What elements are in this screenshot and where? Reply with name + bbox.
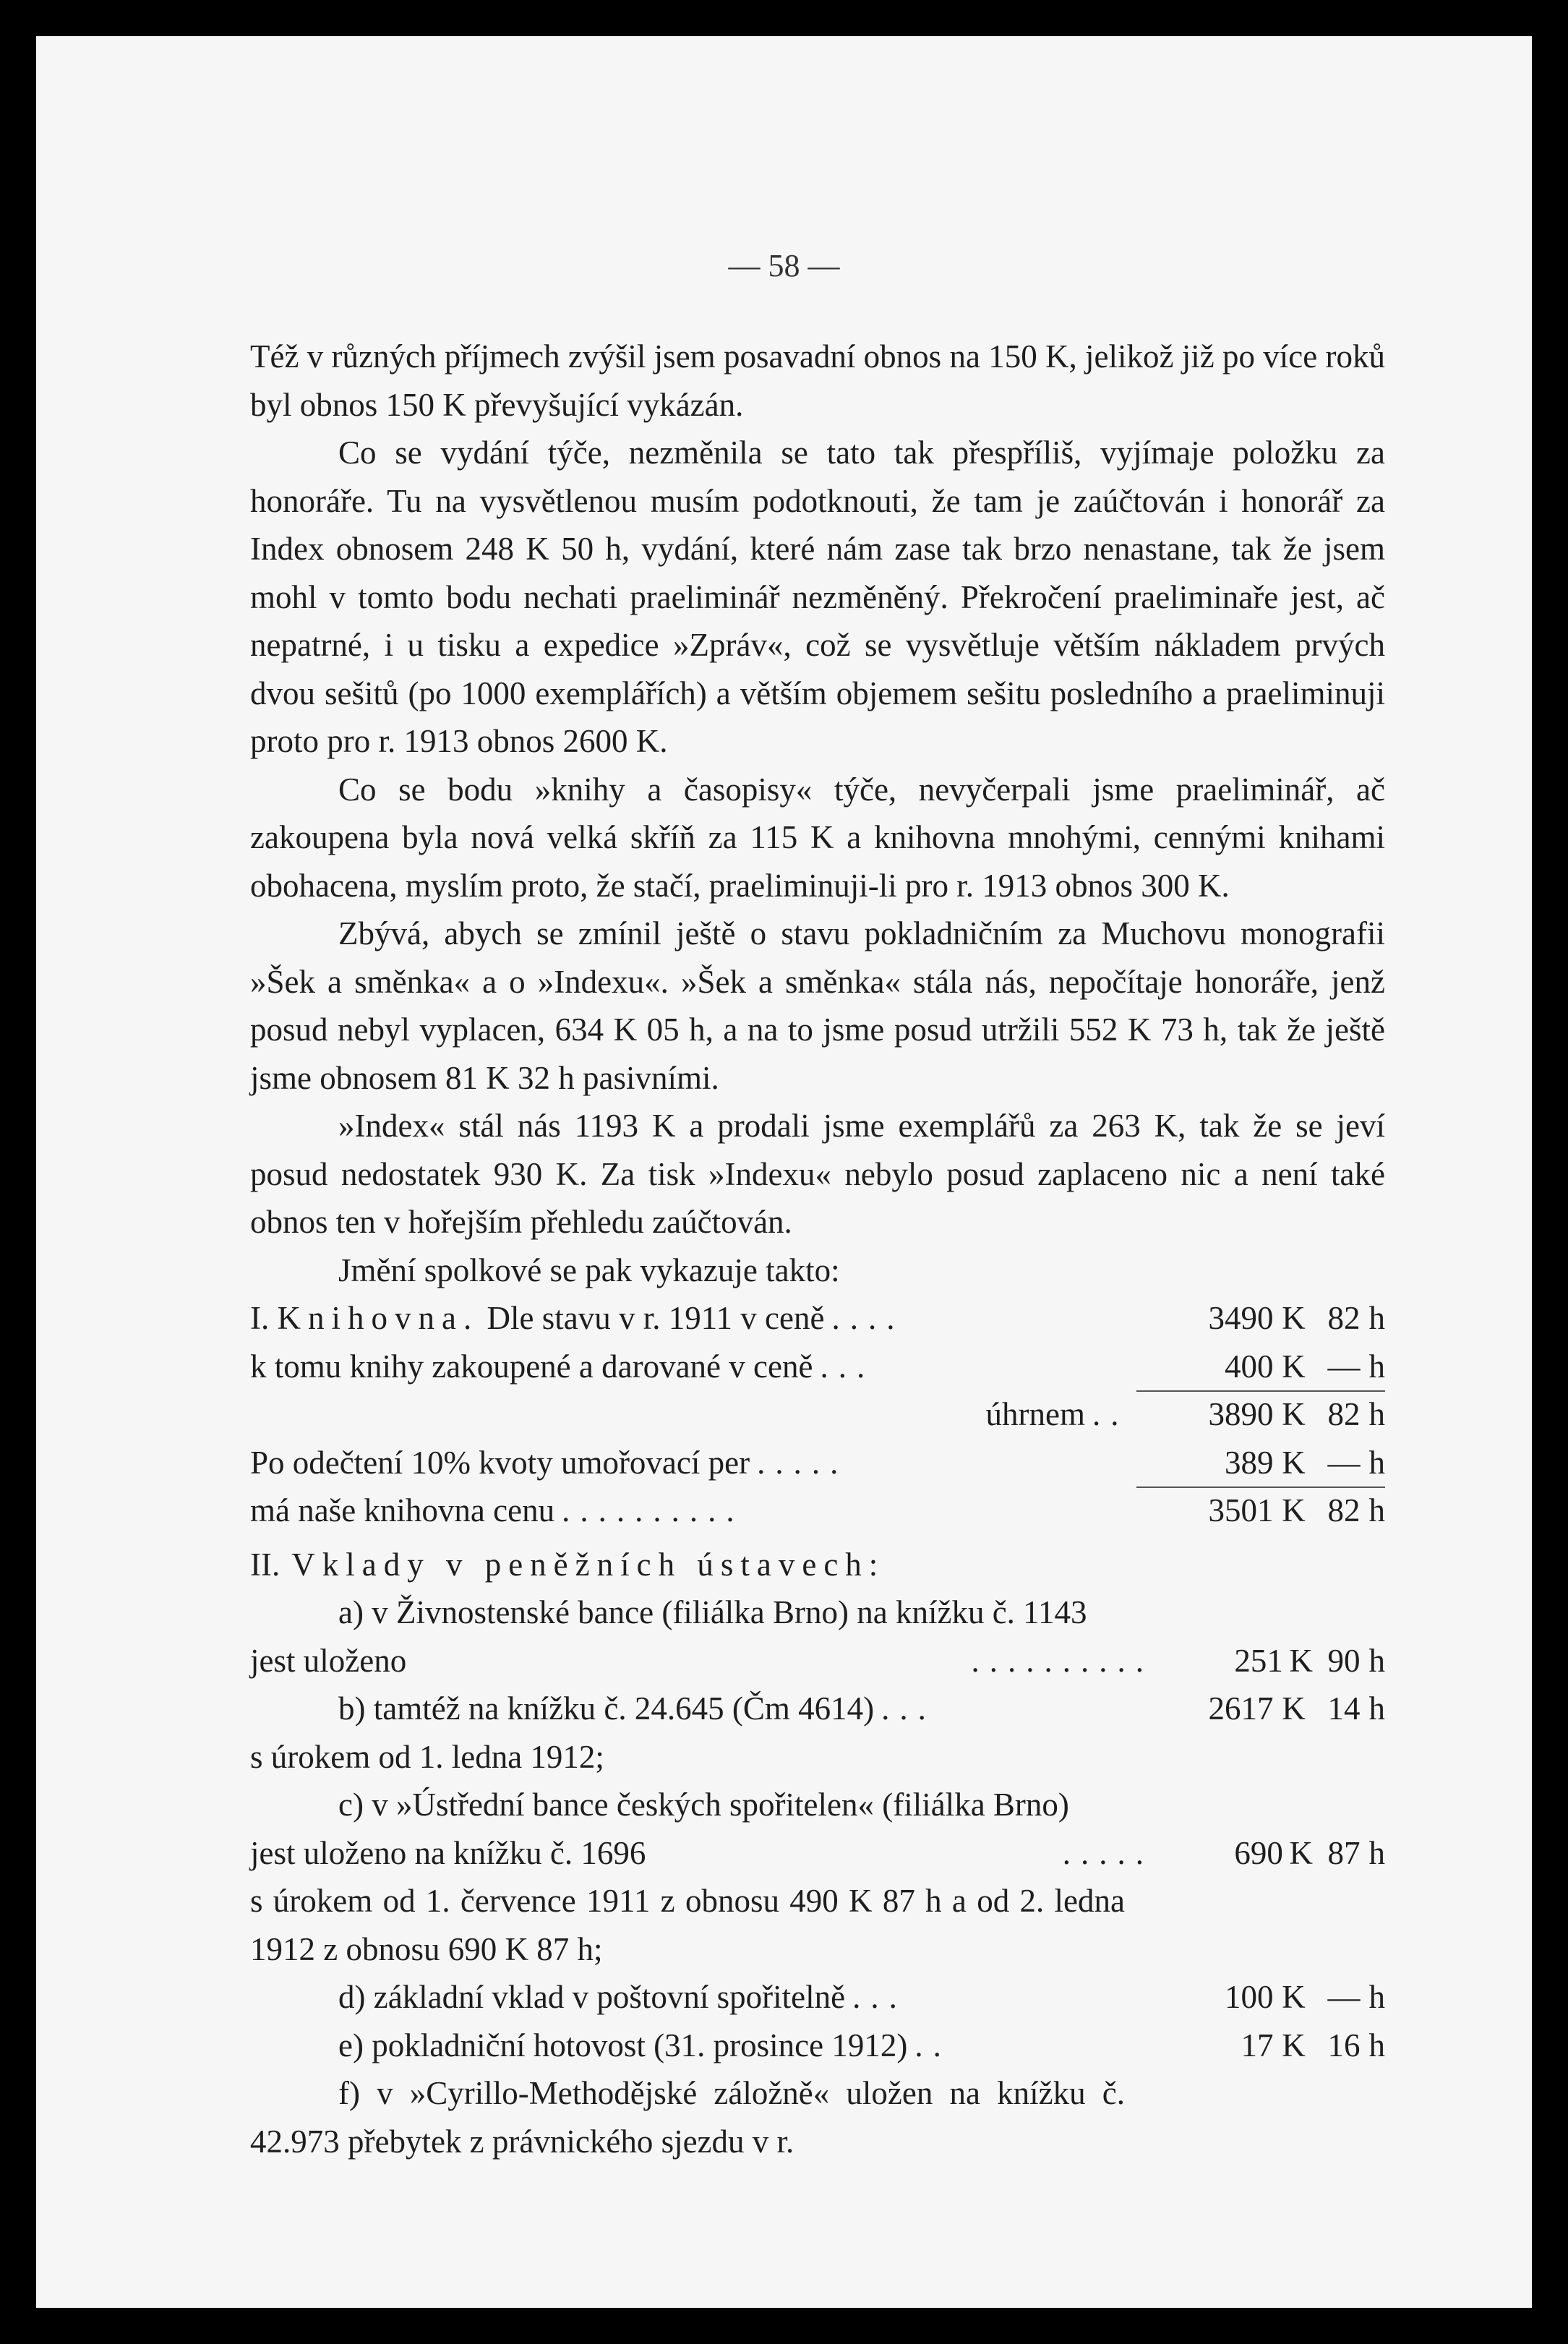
ledger-amount bbox=[1161, 1637, 1385, 1685]
entry-text: c) v »Ústřední bance českých spořitelen« (filiálka Brno) jest uloženo na knížku č. 1696 bbox=[250, 1787, 1069, 1871]
ledger-amount bbox=[1136, 1343, 1386, 1393]
ledger-amount bbox=[1161, 1829, 1385, 1878]
ledger-amount bbox=[1136, 1973, 1386, 2022]
ledger-row bbox=[250, 1973, 1385, 2022]
amount-haler: 82 bbox=[1327, 1300, 1361, 1336]
leader-dots: ..... bbox=[1062, 1834, 1154, 1871]
ledger-label: k tomu knihy zakoupené a darované v ceně bbox=[250, 1348, 813, 1385]
leader-dots: .......... bbox=[971, 1642, 1154, 1679]
currency-h: h bbox=[1368, 1444, 1385, 1481]
amount-haler: 90 bbox=[1327, 1642, 1361, 1679]
amount-koruna: 3890 bbox=[1208, 1396, 1274, 1432]
ledger-row bbox=[250, 2022, 1385, 2070]
amount-koruna: 690 bbox=[1234, 1834, 1283, 1871]
currency-k: K bbox=[1289, 1834, 1313, 1871]
ledger-label: b) tamtéž na knížku č. 24.645 (Čm 4614) bbox=[338, 1690, 875, 1727]
currency-h: h bbox=[1368, 1690, 1385, 1727]
section-heading-row bbox=[250, 1541, 1385, 1589]
ledger-amount bbox=[1136, 1487, 1386, 1535]
currency-h: h bbox=[1368, 1979, 1385, 2015]
currency-h: h bbox=[1368, 1396, 1385, 1432]
leader-dots: ..... bbox=[757, 1444, 849, 1481]
currency-h: h bbox=[1368, 2027, 1385, 2063]
amount-koruna: 100 bbox=[1225, 1979, 1274, 2015]
section-number: II. bbox=[250, 1546, 280, 1583]
paragraph: Též v různých příjmech zvýšil jsem posavadní obnos na 150 K, jelikož již po více roků byl obnos 150 K převyšující vykázán. bbox=[250, 338, 1385, 423]
section-heading: Knihovna. bbox=[277, 1300, 479, 1336]
ledger-label: Po odečtení 10% kvoty umořovací per bbox=[250, 1444, 750, 1481]
currency-k: K bbox=[1282, 1348, 1306, 1385]
leader-dots: .... bbox=[831, 1300, 905, 1336]
leader-dots: ... bbox=[820, 1348, 875, 1385]
amount-haler: 87 bbox=[1327, 1834, 1361, 1871]
currency-h: h bbox=[1368, 1300, 1385, 1336]
ledger-label-text: Dle stavu v r. 1911 v ceně bbox=[487, 1300, 825, 1336]
currency-k: K bbox=[1282, 1690, 1306, 1727]
ledger-row bbox=[250, 1685, 1385, 1733]
currency-k: K bbox=[1289, 1642, 1313, 1679]
currency-h: h bbox=[1368, 1348, 1385, 1385]
ledger-label: úhrnem bbox=[985, 1396, 1085, 1432]
entry-text: f) v »Cyrillo-Methodějské záložně« uložen na knížku č. 42.973 přebytek z právnického sjezdu v r. bbox=[250, 2075, 1125, 2160]
leader-dots: ... bbox=[881, 1690, 936, 1727]
ledger-label: d) základní vklad v poštovní spořitelně bbox=[338, 1979, 846, 2015]
ledger-row bbox=[250, 1294, 1385, 1343]
currency-k: K bbox=[1282, 1492, 1306, 1528]
entry-note: s úrokem od 1. ledna 1912; bbox=[250, 1738, 604, 1775]
entry-dots-amount bbox=[972, 1637, 1386, 1685]
document-page bbox=[36, 36, 1532, 2308]
paragraph: »Index« stál nás 1193 K a prodali jsme exemplářů za 263 K, tak že se jeví posud nedostatek 930 K. Za tisk »Indexu« nebylo posud zaplaceno nic a není také obnos ten v hořejším přehledu zaúčtován. bbox=[250, 1108, 1385, 1240]
ledger-label: má naše knihovna cenu bbox=[250, 1492, 555, 1528]
currency-h: h bbox=[1368, 1492, 1385, 1528]
amount-haler: 14 bbox=[1327, 1690, 1361, 1727]
paragraph: Jmění spolkové se pak vykazuje takto: bbox=[338, 1252, 840, 1288]
ledger-row bbox=[250, 1390, 1385, 1439]
amount-koruna: 3501 bbox=[1208, 1492, 1274, 1528]
page-number: — 58 — bbox=[728, 248, 840, 283]
leader-dots: .. bbox=[1092, 1396, 1129, 1432]
ledger-entry bbox=[250, 1588, 1385, 1685]
ledger-label: e) pokladniční hotovost (31. prosince 1912) bbox=[338, 2027, 908, 2063]
section-heading: Vklady v peněžních ústavech: bbox=[291, 1546, 886, 1583]
ledger-entry bbox=[250, 1781, 1385, 1877]
ledger-row bbox=[250, 1439, 1385, 1487]
amount-koruna: 3490 bbox=[1208, 1300, 1274, 1336]
amount-haler: 82 bbox=[1327, 1492, 1361, 1528]
amount-haler: — bbox=[1327, 1979, 1361, 2015]
currency-k: K bbox=[1282, 2027, 1306, 2063]
ledger-amount bbox=[1136, 2022, 1386, 2070]
ledger-amount bbox=[1136, 1685, 1386, 1733]
ledger-amount bbox=[1136, 1439, 1386, 1489]
leader-dots: .. bbox=[914, 2027, 951, 2063]
amount-koruna: 389 bbox=[1225, 1444, 1274, 1481]
ledger-row bbox=[250, 1487, 1385, 1535]
amount-koruna: 400 bbox=[1225, 1348, 1274, 1385]
ledger-amount bbox=[1136, 1390, 1386, 1439]
currency-k: K bbox=[1282, 1300, 1306, 1336]
currency-h: h bbox=[1368, 1834, 1385, 1871]
ledger-amount bbox=[1136, 1294, 1386, 1343]
entry-text: a) v Živnostenské bance (filiálka Brno) na knížku č. 1143 jest uloženo bbox=[250, 1594, 1087, 1679]
document-body bbox=[250, 333, 1385, 2165]
amount-haler: — bbox=[1327, 1348, 1361, 1385]
amount-haler: 82 bbox=[1327, 1396, 1361, 1432]
amount-koruna: 17 bbox=[1241, 2027, 1274, 2063]
entry-dots-amount bbox=[1063, 1829, 1385, 1878]
entry-note: s úrokem od 1. července 1911 z obnosu 490 K 87 h a od 2. ledna 1912 z obnosu 690 K 87 h; bbox=[250, 1883, 1125, 1967]
section-number: I. bbox=[250, 1300, 270, 1336]
amount-koruna: 2617 bbox=[1208, 1690, 1274, 1727]
amount-haler: — bbox=[1327, 1444, 1361, 1481]
paragraph: Co se vydání týče, nezměnila se tato tak přespříliš, vyjímaje položku za honoráře. Tu na vysvětlenou musím podotknouti, že tam je zaúčtován i honorář za Index obnosem 248 K 50 h, vydání, které nám zase tak brzo nenastane, tak že jsem mohl v tomto bodu nechati praeliminář nezměněný. Překročení praeliminaře jest, ač nepatrné, i u tisku a expedice »Zpráv«, což se vysvětluje větším nákladem prvých dvou sešitů (po 1000 exemplářích) a větším objemem sešitu posledního a praeliminuji proto pro r. 1913 obnos 2600 K. bbox=[250, 435, 1385, 759]
currency-k: K bbox=[1282, 1444, 1306, 1481]
amount-koruna: 251 bbox=[1234, 1642, 1283, 1679]
ledger-row bbox=[250, 1343, 1385, 1391]
ledger-label bbox=[250, 1294, 824, 1343]
paragraph: Co se bodu »knihy a časopisy« týče, nevyčerpali jsme praeliminář, ač zakoupena byla nová velká skříň za 115 K a knihovna mnohými, cennými knihami obohacena, myslím proto, že stačí, praeliminuji-li pro r. 1913 obnos 300 K. bbox=[250, 771, 1385, 904]
leader-dots: ... bbox=[852, 1979, 907, 2015]
leader-dots: .......... bbox=[562, 1492, 745, 1528]
currency-h: h bbox=[1368, 1642, 1385, 1679]
paragraph: Zbývá, abych se zmínil ještě o stavu pokladničním za Muchovu monografii »Šek a směnka« a o »Indexu«. »Šek a směnka« stála nás, nepočítaje honoráře, jenž posud nebyl vyplacen, 634 K 05 h, a na to jsme posud utržili 552 K 73 h, tak že ještě jsme obnosem 81 K 32 h pasivními. bbox=[250, 915, 1385, 1096]
amount-haler: 16 bbox=[1327, 2027, 1361, 2063]
currency-k: K bbox=[1282, 1396, 1306, 1432]
currency-k: K bbox=[1282, 1979, 1306, 2015]
